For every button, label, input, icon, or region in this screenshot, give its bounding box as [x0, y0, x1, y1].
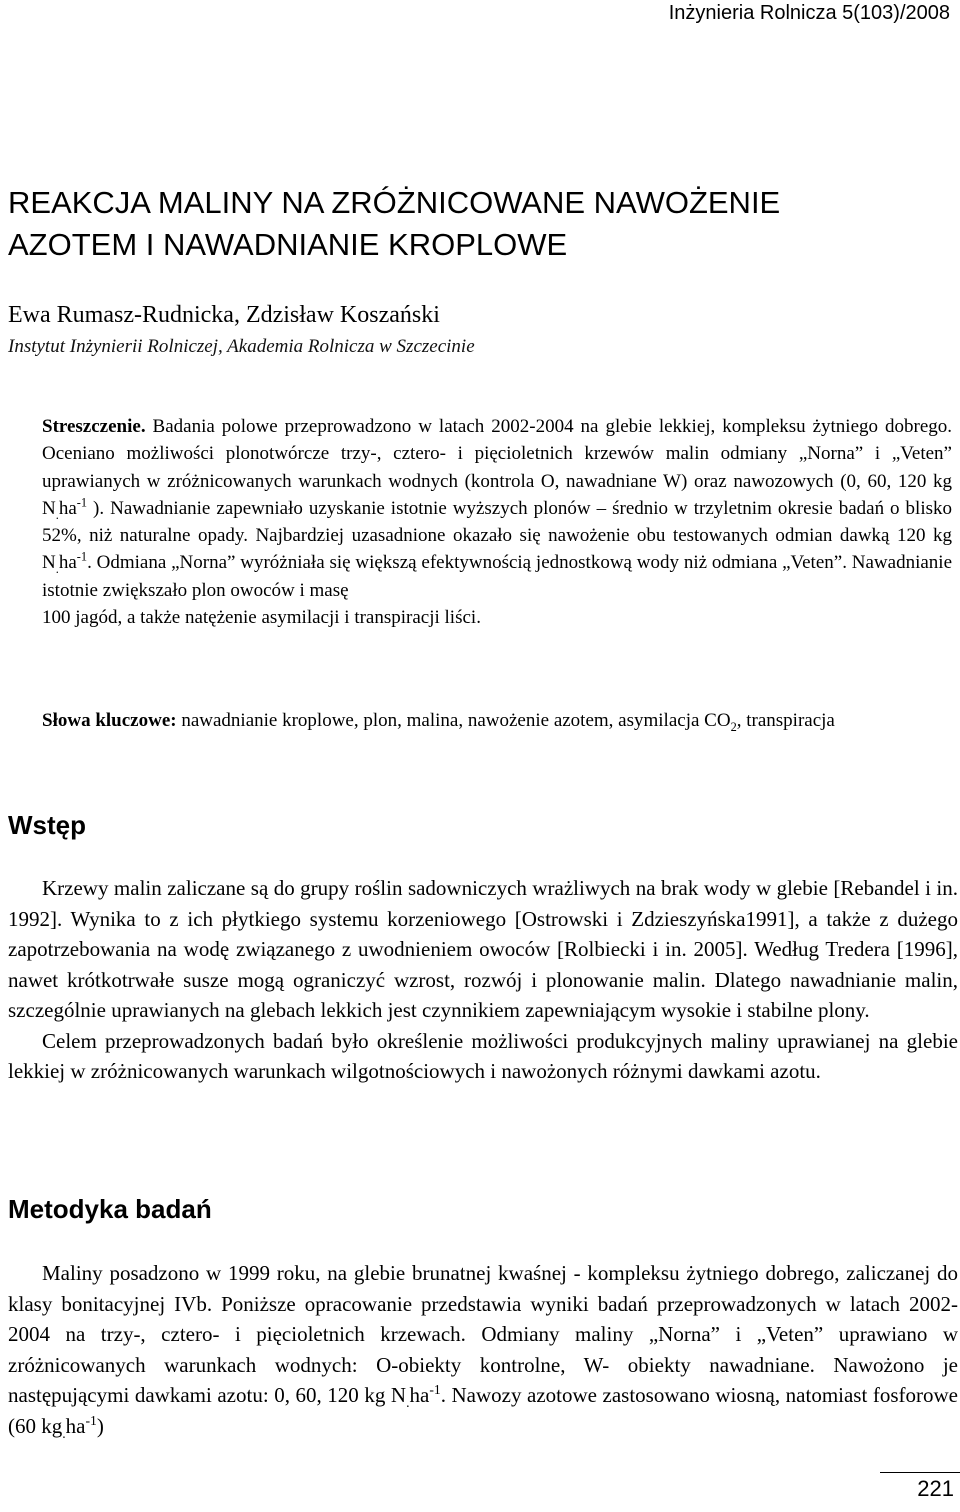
title-line-1: REAKCJA MALINY NA ZRÓŻNICOWANE NAWOŻENIE — [8, 185, 781, 220]
intro-body — [8, 873, 958, 1087]
methods-text-1: Maliny posadzono w 1999 roku, na glebie brunatnej kwaśnej - kompleksu żytniego dobrego, zaliczanej do klasy bonitacyjnej IVb. Poniższe opracowanie przedstawia wyniki badań przeprowadzonych w latach 2002-2004 na trzy-, cztero- i pięcioletnich krzewach. Odmiany maliny „Norna” i „Veten” uprawiano w zróżnicowanych warunkach wodnych: O-obiekty kontrolne, W- obiekty nawadniane. Nawożono je następującymi dawkami azotu: 0, 60, 120 kg N — [8, 1261, 958, 1407]
methods-exp-1: -1 — [429, 1382, 441, 1397]
intro-paragraph-1: Krzewy malin zaliczane są do grupy roślin sadowniczych wrażliwych na brak wody w glebie [Rebandel i in. 1992]. Wynika to z ich płytkiego systemu korzeniowego [Ostrowski i Zdzieszyńska1991], a także z dużego zapotrzebowania na wodę związanego z uwodnieniem owoców [Rolbiecki i in. 2005]. Według Tredera [1996], nawet krótkotrwałe susze mogą ograniczyć wzrost, rozwój i plonowanie malin. Dlatego nawadnianie malin, szczególnie uprawianych na glebach lekkich jest czynnikiem zapewniającym wysokie i stabilne plony. — [8, 876, 958, 1022]
keywords-text: nawadnianie kroplowe, plon, malina, nawożenie azotem, asymilacja CO — [176, 710, 731, 731]
abstract-text-1: Badania polowe przeprowadzono w latach 2002-2004 na glebie lekkiej, kompleksu żytniego dobrego. Oceniano możliwości plonotwórcze trzy-, cztero- i pięcioletnich krzewów malin odmiany „Norna” i „Veten” uprawianych w zróżnicowanych warunkach wodnych (kontrola O, nawadniane W) oraz nawozowych (0, 60, 120 kg N — [42, 416, 952, 519]
keywords — [42, 707, 952, 735]
abstract-unit-1: ha — [58, 497, 77, 519]
methods-unit-2: ha — [65, 1413, 86, 1438]
affiliation: Instytut Inżynierii Rolniczej, Akademia Rolnicza w Szczecinie — [8, 336, 475, 357]
footer-rule — [880, 1472, 960, 1473]
abstract-exp-2: -1 — [76, 550, 88, 565]
keywords-tail: , transpiracja — [736, 710, 835, 731]
methods-dot-1: . — [406, 1395, 410, 1411]
methods-dot-2: . — [62, 1425, 66, 1441]
methods-exp-2: -1 — [85, 1412, 97, 1428]
authors: Ewa Rumasz-Rudnicka, Zdzisław Koszański — [8, 302, 440, 328]
section-heading-intro: Wstęp — [8, 810, 86, 840]
abstract — [42, 413, 952, 631]
abstract-text-2: ). Nawadnianie zapewniało uzyskanie istotnie wyższych plonów – średnio w trzyletnim okresie badań o blisko 52%, niż naturalne opady. Najbardziej uzasadnione okazało się nawożenie obu testowanych odmian dawką 120 kg N — [42, 497, 952, 574]
methods-paragraph-1 — [8, 1258, 958, 1441]
abstract-label: Streszczenie. — [42, 416, 146, 437]
abstract-dot-2: . — [55, 562, 59, 577]
methods-close: ) — [96, 1413, 104, 1438]
abstract-exp-1: -1 — [76, 495, 88, 510]
methods-text-2: . Nawozy azotowe zastosowano wiosną, natomiast fosforowe (60 kg — [8, 1383, 959, 1438]
page-number: 221 — [917, 1476, 954, 1501]
abstract-text-4: 100 jagód, a także natężenie asymilacji i transpiracji liści. — [42, 607, 481, 629]
abstract-text-3: . Odmiana „Norna” wyróżniała się większą efektywnością jednostkową wody niż odmiana „Veten”. Nawadnianie istotnie zwiększało plon owoców i masę — [42, 552, 952, 601]
methods-body — [8, 1258, 958, 1441]
section-heading-methods: Metodyka badań — [8, 1194, 212, 1224]
intro-paragraph-2: Celem przeprowadzonych badań było określenie możliwości produkcyjnych maliny uprawianej na glebie lekkiej w zróżnicowanych warunkach wilgotnościowych i nawożonych różnymi dawkami azotu. — [8, 1028, 958, 1083]
abstract-unit-2: ha — [58, 552, 77, 574]
title-line-2: AZOTEM I NAWADNIANIE KROPLOWE — [8, 227, 568, 262]
methods-unit-1: ha — [409, 1383, 430, 1407]
keywords-sub: 2 — [730, 719, 737, 734]
running-head: Inżynieria Rolnicza 5(103)/2008 — [668, 2, 950, 24]
paper-title — [8, 182, 780, 266]
abstract-dot-1: . — [55, 507, 59, 522]
keywords-label: Słowa kluczowe: — [42, 710, 177, 731]
